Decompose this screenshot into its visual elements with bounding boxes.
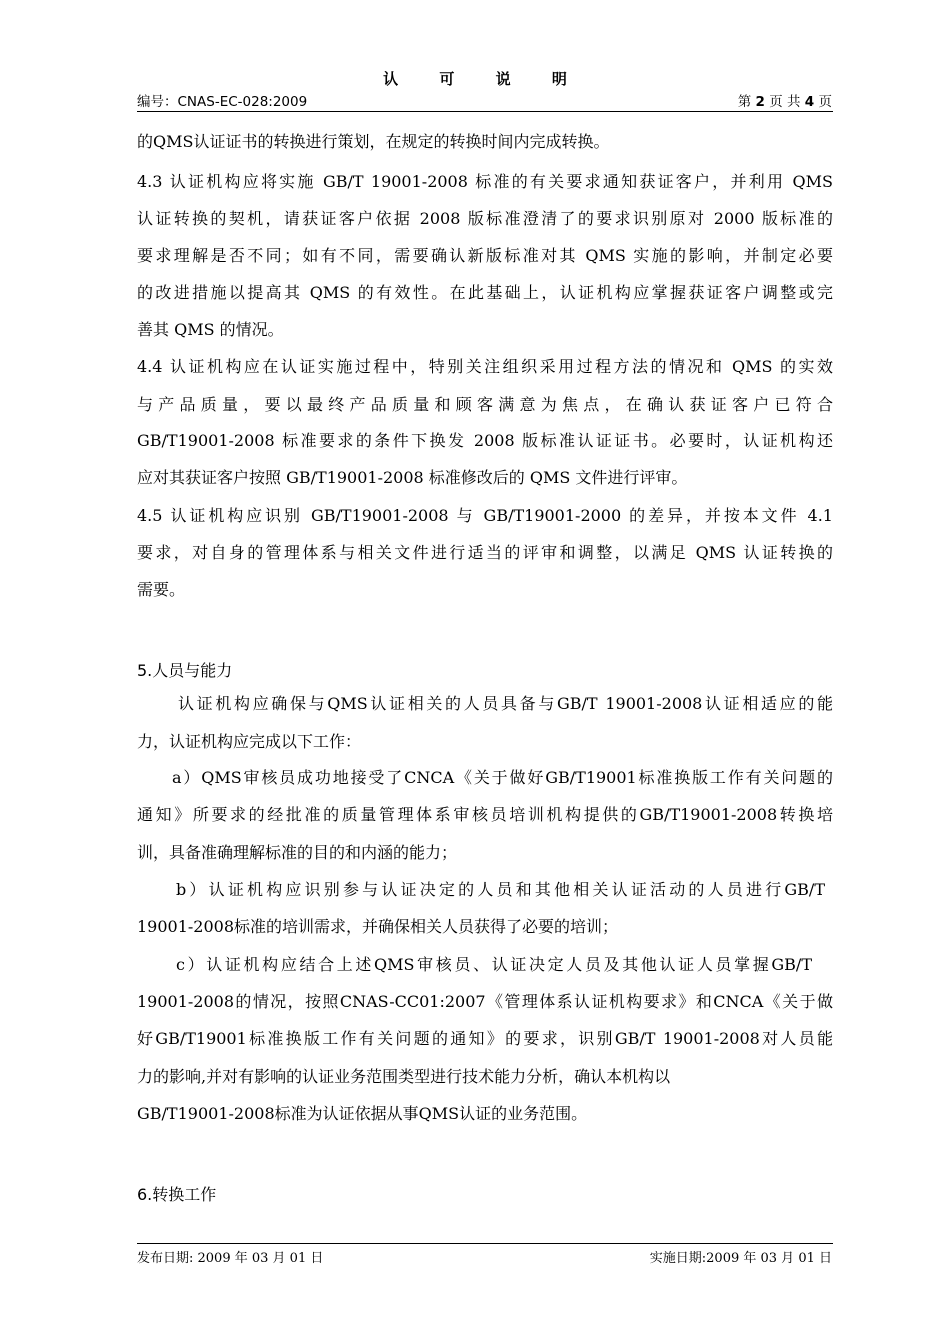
body-line: 的QMS认证证书的转换进行策划，在规定的转换时间内完成转换。 <box>137 132 610 151</box>
section-5-line: GB/T19001-2008标准为认证依据从事QMS认证的业务范围。 <box>137 1104 588 1123</box>
document-title: 认 可 说 明 <box>383 70 585 88</box>
section-6-heading: 6.转换工作 <box>137 1185 217 1204</box>
body-line: 善其 QMS 的情况。 <box>137 320 284 339</box>
section-5-line: 通知》所要求的经批准的质量管理体系审核员培训机构提供的GB/T19001-2008转换培 <box>137 805 833 824</box>
section-5-line: 19001-2008标准的培训需求，并确保相关人员获得了必要的培训； <box>137 917 619 936</box>
body-line: 4.5 认证机构应识别 GB/T19001-2008 与 GB/T19001-2000 的差异，并按本文件 4.1 <box>137 506 833 525</box>
section-5-line: 训，具备准确理解标准的目的和内涵的能力； <box>137 843 458 862</box>
effective-date: 实施日期:2009 年 03 月 01 日 <box>649 1251 832 1266</box>
page-indicator <box>738 90 832 110</box>
body-line: 认证转换的契机，请获证客户依据 2008 版标准澄清了的要求识别原对 2000 版标准的 <box>137 209 833 228</box>
body-line: 应对其获证客户按照 GB/T19001-2008 标准修改后的 QMS 文件进行评审。 <box>137 468 688 487</box>
section-5-line: 好GB/T19001标准换版工作有关问题的通知》的要求，识别GB/T 19001-2008对人员能 <box>137 1029 833 1048</box>
page-suffix: 页 <box>818 94 832 110</box>
section-5-line: a）QMS审核员成功地接受了CNCA《关于做好GB/T19001标准换版工作有关问题的 <box>172 768 833 787</box>
page-total: 4 <box>804 94 815 110</box>
page-mid: 页 共 <box>769 94 801 110</box>
page-current: 2 <box>755 94 765 110</box>
body-line: 4.4 认证机构应在认证实施过程中，特别关注组织采用过程方法的情况和 QMS 的实效 <box>137 357 833 376</box>
section-5-line: c）认证机构应结合上述QMS审核员、认证决定人员及其他认证人员掌握GB/T <box>176 955 812 974</box>
body-line: GB/T19001-2008 标准要求的条件下换发 2008 版标准认证证书。必要时，认证机构还 <box>137 431 833 450</box>
footer-divider <box>137 1243 833 1244</box>
issue-date: 发布日期: 2009 年 03 月 01 日 <box>137 1251 324 1266</box>
page-prefix: 第 <box>737 94 752 110</box>
body-line: 4.3 认证机构应将实施 GB/T 19001-2008 标准的有关要求通知获证客户，并利用 QMS <box>137 172 833 191</box>
section-5-line: 认证机构应确保与QMS认证相关的人员具备与GB/T 19001-2008认证相适应的能 <box>178 694 833 713</box>
body-line: 要求理解是否不同；如有不同，需要确认新版标准对其 QMS 实施的影响，并制定必要 <box>137 246 833 265</box>
section-5-line: 力，认证机构应完成以下工作： <box>137 732 362 751</box>
section-5-line: 19001-2008的情况，按照CNAS-CC01:2007《管理体系认证机构要求》和CNCA《关于做 <box>137 992 833 1011</box>
body-line: 要求，对自身的管理体系与相关文件进行适当的评审和调整，以满足 QMS 认证转换的 <box>137 543 833 562</box>
header-divider <box>137 111 833 112</box>
document-number: 编号：CNAS-EC-028:2009 <box>137 94 308 110</box>
section-5-line: 力的影响,并对有影响的认证业务范围类型进行技术能力分析，确认本机构以 <box>137 1067 671 1086</box>
body-line: 需要。 <box>137 580 186 599</box>
section-5-heading: 5.人员与能力 <box>137 661 233 680</box>
body-line: 的改进措施以提高其 QMS 的有效性。在此基础上，认证机构应掌握获证客户调整或完 <box>137 283 833 302</box>
body-line: 与产品质量，要以最终产品质量和顾客满意为焦点，在确认获证客户已符合 <box>137 395 833 414</box>
section-5-line: b）认证机构应识别参与认证决定的人员和其他相关认证活动的人员进行GB/T <box>176 880 825 899</box>
